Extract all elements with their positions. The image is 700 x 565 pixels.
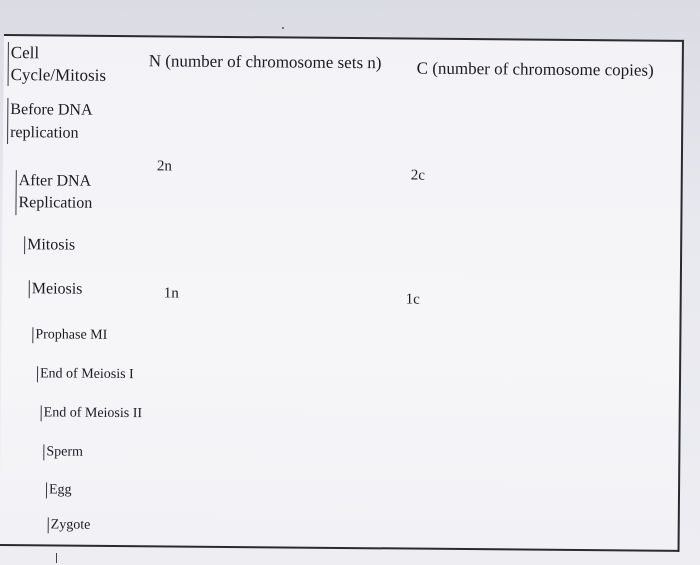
stray-dot [282, 27, 284, 29]
row-label-line2: replication [10, 124, 79, 142]
row-label-after-dna-replication [15, 170, 92, 215]
value-n-meiosis: 1n [163, 285, 179, 302]
header-cell-line2: Cycle/Mitosis [10, 65, 107, 85]
stray-mark [56, 553, 57, 563]
row-label-mitosis: Mitosis [24, 236, 75, 255]
row-label-meiosis: Meiosis [29, 280, 83, 299]
header-cell-cycle [8, 42, 107, 87]
row-label-sperm: Sperm [43, 444, 83, 460]
row-label-before-dna-replication [7, 98, 93, 145]
row-label-end-of-meiosis-i: End of Meiosis I [37, 366, 134, 383]
row-label-line1: After DNA [18, 172, 92, 190]
row-label-end-of-meiosis-ii: End of Meiosis II [41, 405, 143, 422]
header-cell-line1: Cell [10, 43, 40, 63]
value-c-meiosis: 1c [405, 291, 420, 308]
header-c-column: C (number of chromosome copies) [416, 58, 654, 80]
value-n-after-dna-replication: 2n [156, 158, 172, 175]
worksheet-table [0, 34, 684, 552]
row-label-prophase-mi: Prophase MI [32, 327, 107, 344]
row-label-zygote: Zygote [48, 517, 91, 533]
row-label-line1: Before DNA [10, 101, 93, 119]
row-label-line2: Replication [18, 194, 93, 213]
header-n-column: N (number of chromosome sets n) [148, 51, 382, 73]
row-label-egg: Egg [46, 482, 72, 498]
value-c-after-dna-replication: 2c [410, 167, 426, 184]
